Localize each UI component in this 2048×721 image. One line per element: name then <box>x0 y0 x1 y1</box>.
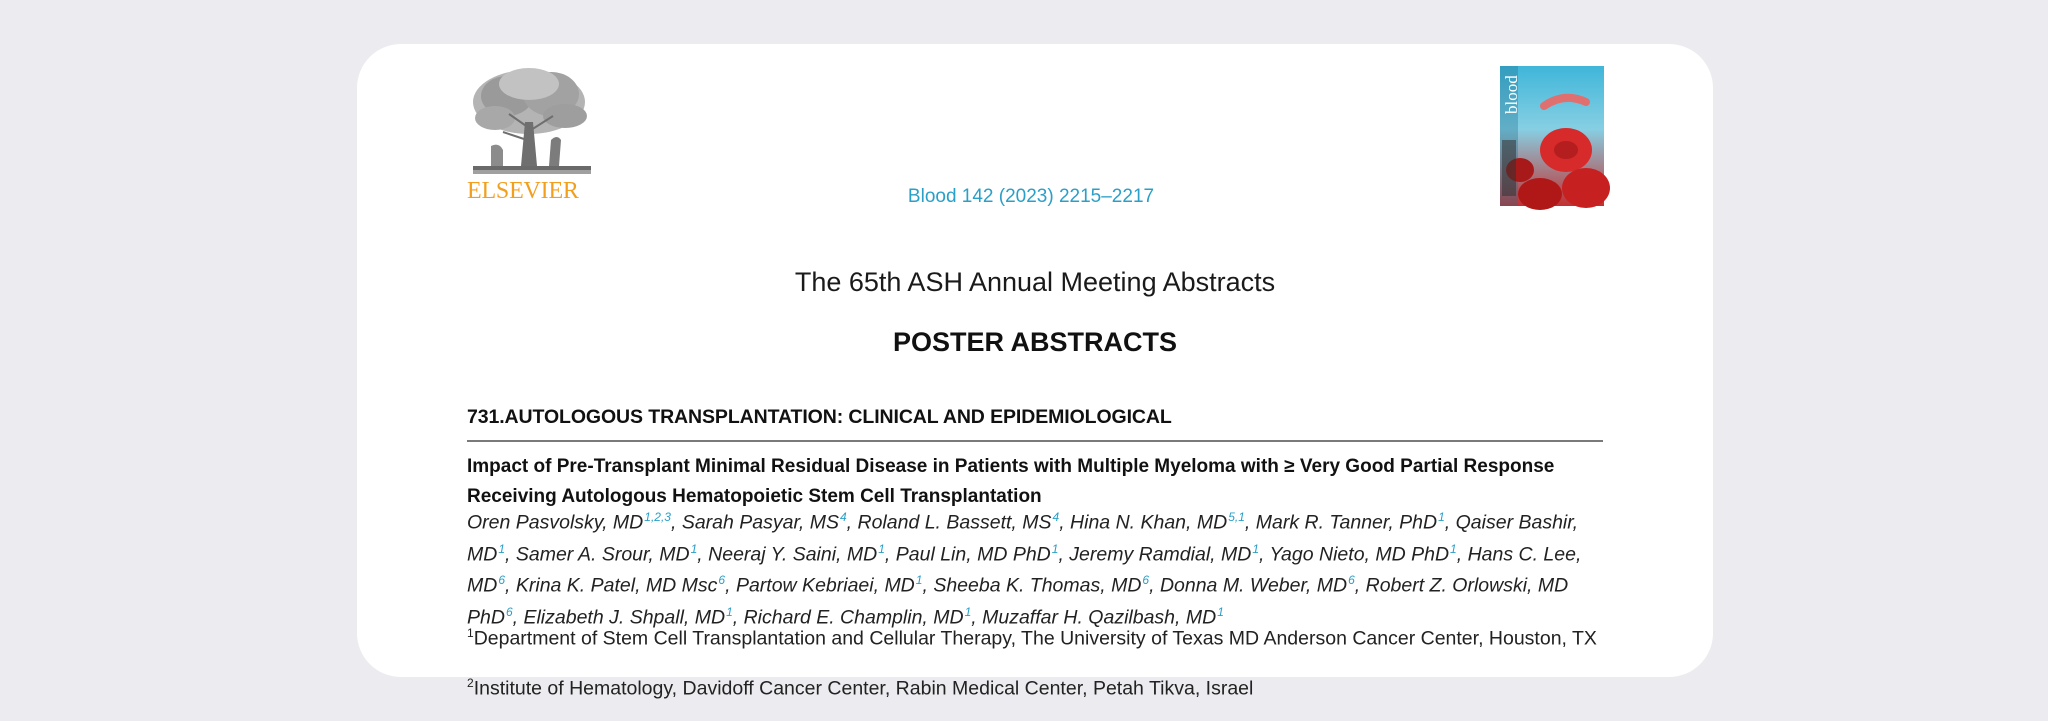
author-affiliation-ref[interactable]: 1 <box>1217 604 1224 619</box>
author-name[interactable]: Robert Z. Orlowski, MD PhD <box>467 574 1569 628</box>
author-affiliation-ref[interactable]: 1 <box>498 541 506 556</box>
author-affiliation-ref[interactable]: 1 <box>726 604 733 619</box>
author-affiliation-ref[interactable]: 6 <box>1348 573 1355 587</box>
author-name[interactable]: Sheeba K. Thomas, MD <box>933 574 1142 597</box>
author-name[interactable]: Paul Lin, MD PhD <box>895 543 1051 565</box>
journal-citation[interactable]: Blood 142 (2023) 2215–2217 <box>907 186 1155 207</box>
meeting-title: The 65th ASH Annual Meeting Abstracts <box>794 267 1276 297</box>
section-heading: POSTER ABSTRACTS <box>892 327 1177 357</box>
affiliation-text: Institute of Hematology, Davidoff Cancer Center, Rabin Medical Center, Petah Tikva, Israel <box>473 677 1254 700</box>
elsevier-tree-icon <box>469 66 595 176</box>
cover-brand-label: blood <box>1502 75 1521 114</box>
author-affiliation-ref[interactable]: 1,2,3 <box>644 510 671 524</box>
elsevier-logo <box>467 66 597 204</box>
author-affiliation-ref[interactable]: 1 <box>1438 510 1445 524</box>
author-affiliation-ref[interactable]: 1 <box>1051 541 1059 556</box>
author-name[interactable]: Muzaffar H. Qazilbash, MD <box>982 606 1217 628</box>
author-affiliation-ref[interactable]: 4 <box>839 510 847 524</box>
author-name[interactable]: Hina N. Khan, MD <box>1070 511 1228 534</box>
affiliation-text: Department of Stem Cell Transplantation and Cellular Therapy, The University of Texas MD Anderson Cancer Center, Houston, TX <box>473 627 1597 650</box>
author-affiliation-ref[interactable]: 1 <box>1450 541 1457 556</box>
author-name[interactable]: Roland L. Bassett, MS <box>857 511 1052 534</box>
author-name[interactable]: Donna M. Weber, MD <box>1159 574 1348 597</box>
author-name[interactable]: Qaiser Bashir, MD <box>467 511 1579 565</box>
author-name[interactable]: Neeraj Y. Saini, MD <box>708 543 878 565</box>
affiliation-number: 1 <box>467 626 474 640</box>
author-affiliation-ref[interactable]: 1 <box>690 541 698 556</box>
divider <box>467 440 1603 442</box>
document-page <box>357 44 1713 700</box>
affiliation-number: 2 <box>467 676 474 690</box>
author-affiliation-ref[interactable]: 6 <box>498 573 506 587</box>
author-affiliation-ref[interactable]: 4 <box>1052 510 1060 524</box>
author-name[interactable]: Samer A. Srour, MD <box>515 543 690 565</box>
author-affiliation-ref[interactable]: 6 <box>1142 573 1150 587</box>
author-name[interactable]: Krina K. Patel, MD Msc <box>515 574 718 597</box>
author-name[interactable]: Richard E. Champlin, MD <box>743 606 964 628</box>
author-affiliation-ref[interactable]: 1 <box>915 573 923 587</box>
author-name[interactable]: Jeremy Ramdial, MD <box>1069 543 1252 565</box>
affiliation-1 <box>467 620 1604 653</box>
article-title: Impact of Pre-Transplant Minimal Residual Disease in Patients with Multiple Myeloma with ≥ Very Good Partial Response Receiving Autologous Hematopoietic Stem Cell Transplantation <box>467 456 1555 507</box>
blood-journal-cover <box>1500 66 1604 206</box>
author-name[interactable]: Oren Pasvolsky, MD <box>467 511 644 534</box>
author-affiliation-ref[interactable]: 1 <box>878 541 885 556</box>
elsevier-wordmark: ELSEVIER <box>467 178 579 204</box>
author-list: Oren Pasvolsky, MD$^{1,2,3}$, Sarah Pasyar, $MS^4$, Roland L. Bassett, $MS^4$, Hina N. Khan, MD$^{5,1}$, Mark R. Tanner, PhD$^1$, Qaiser Bashir, $MD^1$, Samer A. Srour, $MD^1$, Neeraj Y. Saini, $MD^1$, Paul Lin, MD PhD$^1$, Jeremy Ramdial, $MD^1$, Yago Nieto, MD PhD$^1$, Hans C. Lee, $MD^6$, Krina K. Patel, MD Msc$^6$, Partow Kebriaei, $MD^1$, Sheeba K. Thomas, $MD^6$, Donna M. Weber, $MD^6$, Robert Z. Orlowski, MD PhD$^6$, Elizabeth J. Shpall, $MD^1$, Richard E. Champlin, $MD^1$, Muzaffar H. Qazilbash, $MD^1$ <box>467 510 1582 628</box>
author-affiliation-ref[interactable]: 6 <box>505 604 513 619</box>
author-affiliation-ref[interactable]: 1 <box>964 604 972 619</box>
author-name[interactable]: Yago Nieto, MD PhD <box>1269 543 1450 565</box>
author-name[interactable]: Elizabeth J. Shpall, MD <box>523 606 726 628</box>
category-heading: 731.AUTOLOGOUS TRANSPLANTATION: CLINICAL AND EPIDEMIOLOGICAL <box>467 406 1172 428</box>
author-name[interactable]: Partow Kebriaei, MD <box>735 574 915 597</box>
author-name[interactable]: Sarah Pasyar, MS <box>681 511 839 534</box>
author-name[interactable]: Mark R. Tanner, PhD <box>1255 511 1438 534</box>
author-affiliation-ref[interactable]: 6 <box>718 573 726 587</box>
affiliation-2 <box>467 670 1604 703</box>
author-affiliation-ref[interactable]: 5,1 <box>1228 510 1245 524</box>
author-name[interactable]: Hans C. Lee, MD <box>467 543 1582 597</box>
author-affiliation-ref[interactable]: 1 <box>1252 541 1260 556</box>
